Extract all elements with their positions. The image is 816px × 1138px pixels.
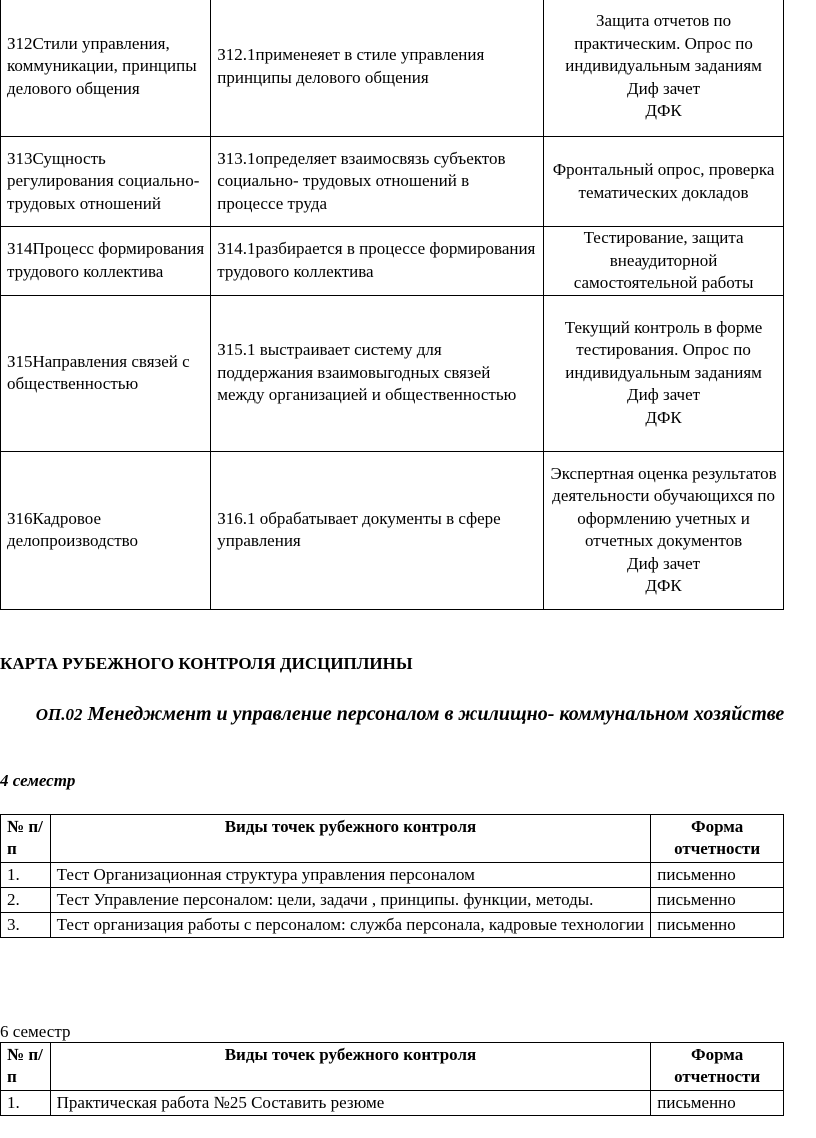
table-row xyxy=(1,137,784,227)
row-form: письменно xyxy=(651,888,784,913)
row-type: Тест Управление персоналом: цели, задачи , принципы. функции, методы. xyxy=(50,888,651,913)
assessment-line: ДФК xyxy=(645,576,682,595)
assessment-cell xyxy=(544,451,784,609)
indicator-cell: З15.1 выстраивает систему для поддержания взаимовыгодных связей между организацией и общественностью xyxy=(211,295,544,451)
header-num: № п/п xyxy=(1,1043,51,1091)
row-num: 1. xyxy=(1,863,51,888)
table-row xyxy=(1,451,784,609)
table-row xyxy=(1,227,784,296)
table-row xyxy=(1,295,784,451)
table-header-row xyxy=(1,1043,784,1091)
assessment-line: Диф зачет xyxy=(627,385,701,405)
row-num: 1. xyxy=(1,1091,51,1116)
row-type: Практическая работа №25 Составить резюме xyxy=(50,1091,651,1116)
assessment-line: Диф зачет xyxy=(627,553,701,573)
knowledge-cell: З16Кадровое делопроизводство xyxy=(1,451,211,609)
semester-4-label: 4 семестр xyxy=(0,771,76,790)
assessment-cell xyxy=(544,137,784,227)
assessment-cell xyxy=(544,227,784,296)
assessment-line: Защита отчетов по практическим. Опрос по индивидуальным заданиям xyxy=(565,11,762,76)
discipline-name: Менеджмент и управление персоналом в жилищно- коммунальном хозяйстве xyxy=(87,703,785,725)
header-type: Виды точек рубежного контроля xyxy=(50,815,651,863)
knowledge-cell: З12Стили управления, коммуникации, принципы делового общения xyxy=(1,0,211,137)
control-points-table-sem6 xyxy=(0,1042,784,1116)
discipline-title xyxy=(20,700,800,729)
assessment-cell xyxy=(544,295,784,451)
assessment-line: Фронтальный опрос, проверка тематических докладов xyxy=(552,160,775,202)
table-row xyxy=(1,863,784,888)
row-form: письменно xyxy=(651,913,784,938)
indicator-cell: З13.1определяет взаимосвязь субъектов социально- трудовых отношений в процессе труда xyxy=(211,137,544,227)
header-form: Форма отчетности xyxy=(651,815,784,863)
table-row xyxy=(1,888,784,913)
row-form: письменно xyxy=(651,1091,784,1116)
header-type: Виды точек рубежного контроля xyxy=(50,1043,651,1091)
knowledge-cell: З13Сущность регулирования социально- трудовых отношений xyxy=(1,137,211,227)
row-num: 3. xyxy=(1,913,51,938)
semester-6-label: 6 семестр xyxy=(0,1022,71,1041)
indicator-cell: З12.1применеяет в стиле управления принципы делового общения xyxy=(211,0,544,137)
assessment-line: Текущий контроль в форме тестирования. Опрос по индивидуальным заданиям xyxy=(564,317,763,382)
table-header-row xyxy=(1,815,784,863)
assessment-line: ДФК xyxy=(645,407,682,427)
row-type: Тест Организационная структура управления персоналом xyxy=(50,863,651,888)
table-row xyxy=(1,913,784,938)
control-points-table-sem4 xyxy=(0,814,784,938)
table-row xyxy=(1,1091,784,1116)
table-row xyxy=(1,0,784,137)
assessment-line: ДФК xyxy=(645,101,682,121)
assessment-cell xyxy=(544,0,784,137)
page-title: КАРТА РУБЕЖНОГО КОНТРОЛЯ ДИСЦИПЛИНЫ xyxy=(0,654,413,673)
assessment-line: Экспертная оценка результатов деятельности обучающихся по оформлению учетных и отчетных документов xyxy=(550,463,777,550)
row-form: письменно xyxy=(651,863,784,888)
assessment-line: Тестирование, защита внеаудиторной самостоятельной работы xyxy=(573,228,754,292)
assessment-line: Диф зачет xyxy=(627,78,701,98)
row-type: Тест организация работы с персоналом: служба персонала, кадровые технологии xyxy=(50,913,651,938)
row-num: 2. xyxy=(1,888,51,913)
header-form: Форма отчетности xyxy=(651,1043,784,1091)
header-num: № п/п xyxy=(1,815,51,863)
indicator-cell: З16.1 обрабатывает документы в сфере управления xyxy=(211,451,544,609)
indicator-cell: З14.1разбирается в процессе формирования трудового коллектива xyxy=(211,227,544,296)
knowledge-cell: З14Процесс формирования трудового коллектива xyxy=(1,227,211,296)
discipline-code: ОП.02 xyxy=(35,705,83,724)
knowledge-cell: З15Направления связей с общественностью xyxy=(1,295,211,451)
